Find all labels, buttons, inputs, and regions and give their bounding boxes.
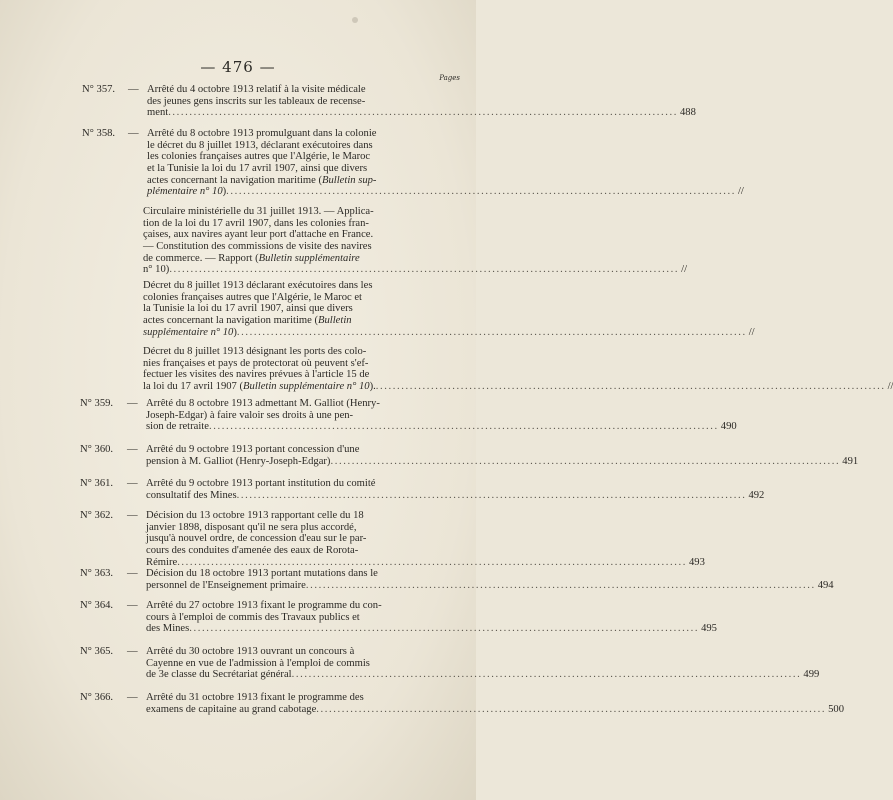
dot-leader: ........................................................................................................................ (177, 556, 687, 568)
dot-leader: ........................................................................................................................ (168, 107, 678, 119)
entry-number: N° 364. (80, 600, 114, 611)
dot-leader: ........................................................................................................................ (226, 186, 736, 198)
entry-dash: — (127, 600, 138, 611)
entry-number: N° 362. (80, 510, 114, 521)
dot-leader: ........................................................................................................................ (189, 623, 700, 635)
entry-text (143, 206, 688, 276)
entry-page-ref: 492 (748, 489, 765, 501)
entry-last-text: la loi du 17 avril 1907 (Bulletin supplémentaire n° 10). (143, 381, 376, 393)
entry-page-ref: 495 (701, 623, 717, 635)
entry-last-line (146, 669, 820, 681)
entry-line: actes concernant la navigation maritime (Bulletin sup- (147, 174, 377, 186)
entry-dash: — (128, 128, 139, 139)
entry-last-text: consultatif des Mines (146, 489, 237, 501)
entry-dash: — (127, 444, 138, 455)
entry-last-text: supplémentaire n° 10) (143, 326, 237, 338)
entry-last-line (146, 421, 737, 433)
entry-text (146, 478, 765, 501)
entry-number: N° 365. (80, 646, 114, 657)
entry-last-text: de 3e classe du Secrétariat général (146, 669, 292, 681)
entry-page-ref: 494 (817, 579, 834, 591)
entry-line: la Tunisie la loi du 17 avril 1907, ainsi que divers (143, 303, 353, 315)
entry-line: et la Tunisie la loi du 17 avril 1907, ainsi que divers (147, 163, 368, 175)
entry-dash: — (127, 646, 138, 657)
entry-number: N° 359. (80, 398, 114, 409)
entry-last-text: des Mines (146, 623, 190, 635)
entry-dash: — (127, 510, 138, 521)
dot-leader: ........................................................................................................................ (236, 489, 747, 501)
entry-last-line (146, 623, 717, 635)
entry-text (147, 84, 696, 119)
entry-page-ref: 499 (803, 669, 820, 681)
entry-dash: — (127, 568, 138, 579)
entry-dash: — (128, 84, 139, 95)
entry-line: Arrêté du 9 octobre 1913 portant concession d'une (146, 444, 360, 455)
entry-line: colonies françaises autres que l'Algérie, le Maroc et (143, 291, 362, 303)
entry-last-line (146, 455, 859, 468)
entry-line: — Constitution des commissions de visite des navires (143, 241, 372, 253)
pages-column-header: Pages (439, 74, 460, 82)
entry-line: Arrêté du 8 octobre 1913 admettant M. Galliot (Henry- (146, 398, 380, 409)
entry-text (147, 128, 744, 198)
entry-line: janvier 1898, disposant qu'il ne sera plus accordé, (146, 521, 357, 533)
dot-leader: ........................................................................................................................ (375, 381, 886, 393)
entry-last-line (146, 579, 834, 592)
dot-leader: ........................................................................................................................ (208, 421, 719, 433)
entry-number: N° 357. (82, 84, 116, 95)
entry-page-ref: 488 (680, 107, 696, 119)
entry-dash: — (127, 478, 138, 489)
entry-line: de commerce. — Rapport (Bulletin supplémentaire (143, 252, 360, 264)
entry-last-line (147, 107, 696, 119)
entry-page-ref: 500 (828, 703, 844, 715)
entry-last-text: pension à M. Galliot (Henry-Joseph-Edgar) (146, 455, 331, 467)
entry-line: Décret du 8 juillet 1913 déclarant exécutoires dans les (143, 280, 373, 291)
dot-leader: ........................................................................................................................ (305, 579, 816, 591)
entry-text (146, 568, 834, 591)
entry-text (146, 600, 717, 635)
dot-leader: ........................................................................................................................ (316, 703, 827, 715)
entry-text (146, 646, 820, 681)
entry-line: Circulaire ministérielle du 31 juillet 1913. — Applica- (143, 206, 374, 217)
entry-last-line (143, 326, 755, 339)
entry-line: Arrêté du 27 octobre 1913 fixant le programme du con- (146, 600, 382, 611)
entry-line: Arrêté du 8 octobre 1913 promulguant dans la colonie (147, 128, 377, 139)
entry-text (146, 444, 859, 467)
entry-number: N° 358. (82, 128, 116, 139)
entry-last-line (146, 556, 705, 569)
entry-line: cours des conduites d'amenée des eaux de Rorota- (146, 545, 359, 557)
entry-line: Joseph-Edgar) à faire valoir ses droits à une pen- (146, 409, 354, 421)
entry-last-text: sion de retraite (146, 421, 209, 433)
entry-text (146, 692, 844, 715)
entry-last-text: plémentaire n° 10) (147, 186, 227, 198)
page-number: — 476 — (200, 58, 276, 76)
entry-number: N° 366. (80, 692, 114, 703)
entry-text (143, 346, 893, 393)
entry-page-ref: // (681, 264, 688, 276)
entry-line: Arrêté du 30 octobre 1913 ouvrant un concours à (146, 646, 355, 657)
entry-last-line (147, 186, 744, 198)
entry-line: Arrêté du 4 octobre 1913 relatif à la visite médicale (147, 84, 366, 95)
entry-last-text: Rémire (146, 556, 178, 568)
entry-page-ref: 493 (689, 556, 705, 568)
entry-last-line (143, 381, 893, 393)
entry-last-text: personnel de l'Enseignement primaire (146, 579, 306, 591)
entry-line: actes concernant la navigation maritime (Bulletin (143, 315, 352, 327)
entry-page-ref: 491 (842, 455, 859, 467)
dot-leader: ........................................................................................................................ (236, 326, 747, 338)
dot-leader: ........................................................................................................................ (330, 455, 841, 467)
entry-page-ref: // (887, 381, 893, 393)
entry-dash: — (127, 398, 138, 409)
entry-line: Décision du 18 octobre 1913 portant mutations dans le (146, 568, 378, 579)
entry-text (143, 280, 755, 338)
entry-text (146, 398, 737, 433)
entry-line: çaises, aux navires ayant leur port d'attache en France. (143, 229, 374, 241)
entry-line: Arrêté du 31 octobre 1913 fixant le programme des (146, 692, 364, 703)
entry-text (146, 510, 705, 568)
entry-line: Décision du 13 octobre 1913 rapportant celle du 18 (146, 510, 364, 521)
dot-leader: ........................................................................................................................ (169, 264, 680, 276)
entry-last-line (143, 264, 688, 276)
entry-line: cours à l'emploi de commis des Travaux publics et (146, 611, 360, 623)
entry-line: le décret du 8 juillet 1913, déclarant exécutoires dans (147, 139, 373, 151)
entry-line: les colonies françaises autres que l'Algérie, le Maroc (147, 151, 371, 163)
entry-last-line (146, 489, 765, 502)
entry-last-text: n° 10) (143, 264, 170, 276)
entry-line: des jeunes gens inscrits sur les tableaux de recense- (147, 95, 366, 107)
entry-line: tion de la loi du 17 avril 1907, dans les colonies fran- (143, 217, 369, 229)
entry-number: N° 361. (80, 478, 114, 489)
entry-last-line (146, 703, 844, 716)
dot-leader: ........................................................................................................................ (291, 669, 802, 681)
entry-last-text: examens de capitaine au grand cabotage (146, 703, 317, 715)
entry-dash: — (127, 692, 138, 703)
paper-speck (352, 17, 358, 23)
entry-number: N° 360. (80, 444, 114, 455)
entry-line: jusqu'à nouvel ordre, de concession d'eau sur le par- (146, 533, 367, 545)
entry-line: Arrêté du 9 octobre 1913 portant institution du comité (146, 478, 376, 489)
entry-line: Décret du 8 juillet 1913 désignant les ports des colo- (143, 346, 367, 357)
entry-line: nies françaises et pays de protectorat où peuvent s'ef- (143, 357, 369, 369)
entry-line: Cayenne en vue de l'admission à l'emploi de commis (146, 657, 370, 669)
entry-page-ref: 490 (720, 421, 737, 433)
entry-line: fectuer les visites des navires prévues à l'article 15 de (143, 369, 370, 381)
entry-page-ref: // (748, 326, 755, 338)
entry-number: N° 363. (80, 568, 114, 579)
entry-last-text: ment (147, 107, 169, 119)
entry-page-ref: // (737, 186, 744, 198)
